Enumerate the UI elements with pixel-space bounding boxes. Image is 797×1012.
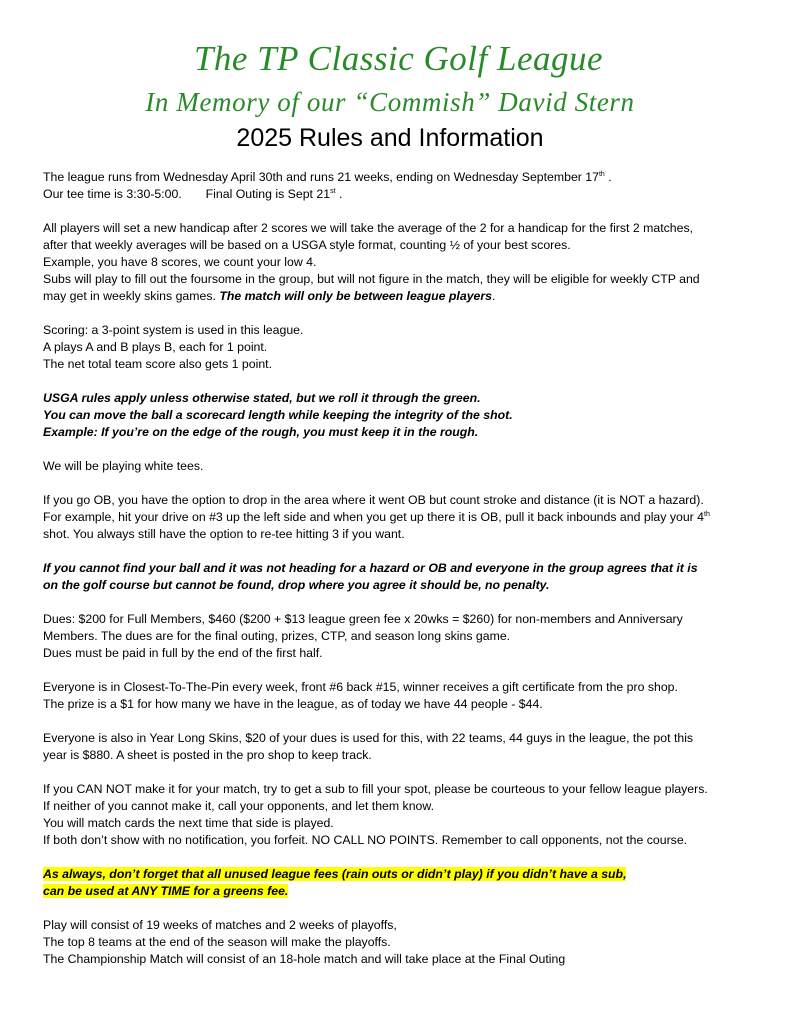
lost-ball-line-2: on the golf course but cannot be found, drop where you agree it should be, no penalty. xyxy=(43,578,550,592)
fees-note-line-1 xyxy=(43,866,743,883)
ctp-line-2: The prize is a $1 for how many we have in the league, as of today we have 44 people - $44. xyxy=(43,697,543,711)
handicap-line-3: Example, you have 8 scores, we count your low 4. xyxy=(43,255,317,269)
ctp-line-1: Everyone is in Closest-To-The-Pin every week, front #6 back #15, winner receives a gift certificate from the pro shop. xyxy=(43,680,678,694)
handicap-line-2: after that weekly averages will be based on a USGA style format, counting ½ of your best scores. xyxy=(43,238,571,252)
intro-sup-1: th xyxy=(598,170,605,178)
memorial-subtitle: In Memory of our “Commish” David Stern xyxy=(145,87,635,117)
handicap-text-5: may get in weekly skins games. xyxy=(43,289,220,303)
scoring-line-1: Scoring: a 3-point system is used in this league. xyxy=(43,323,304,337)
intro-line-2 xyxy=(43,186,743,203)
fees-note-highlight-2: can be used at ANY TIME for a greens fee. xyxy=(43,884,289,898)
handicap-line-4: Subs will play to fill out the foursome in the group, but will not figure in the match, they will be eligible for weekly CTP and xyxy=(43,272,700,286)
intro-text-2: Our tee time is 3:30-5:00. Final Outing is Sept 21 xyxy=(43,187,331,201)
ob-text-2: For example, hit your drive on #3 up the left side and when you get up there it is OB, pull it back inbounds and play your 4 xyxy=(43,510,705,524)
absence-line-3: You will match cards the next time that side is played. xyxy=(43,816,334,830)
skins-line-1: Everyone is also in Year Long Skins, $20 of your dues is used for this, with 22 teams, 44 guys in the league, the pot this xyxy=(43,731,694,745)
dues-line-3: Dues must be paid in full by the end of the first half. xyxy=(43,646,323,660)
playoffs-line-2: The top 8 teams at the end of the season will make the playoffs. xyxy=(43,935,391,949)
usga-line-3: Example: If you’re on the edge of the rough, you must keep it in the rough. xyxy=(43,425,479,439)
handicap-line-5 xyxy=(43,288,743,305)
dues-line-2: Members. The dues are for the final outing, prizes, CTP, and season long skins game. xyxy=(43,629,511,643)
scoring-line-3: The net total team score also gets 1 point. xyxy=(43,357,272,371)
handicap-line-1: All players will set a new handicap after 2 scores we will take the average of the 2 for a handicap for the first 2 matches, xyxy=(43,221,694,235)
skins-line-2: year is $880. A sheet is posted in the pro shop to keep track. xyxy=(43,748,372,762)
usga-line-1: USGA rules apply unless otherwise stated, but we roll it through the green. xyxy=(43,391,481,405)
intro-text-1: The league runs from Wednesday April 30th and runs 21 weeks, ending on Wednesday September 17 xyxy=(43,170,599,184)
fees-note-line-2 xyxy=(43,883,743,900)
intro-line-1 xyxy=(43,169,743,186)
match-rule-emphasis: The match will only be between league players xyxy=(219,289,492,303)
tees-line: We will be playing white tees. xyxy=(43,459,204,473)
playoffs-line-1: Play will consist of 19 weeks of matches and 2 weeks of playoffs, xyxy=(43,918,397,932)
intro-sup-2: st xyxy=(330,187,336,195)
handicap-end-5: . xyxy=(492,289,496,303)
ob-line-2 xyxy=(43,509,743,526)
absence-line-4: If both don’t show with no notification, you forfeit. NO CALL NO POINTS. Remember to call opponents, not the course. xyxy=(43,833,688,847)
absence-line-2: If neither of you cannot make it, call your opponents, and let them know. xyxy=(43,799,434,813)
page-heading: 2025 Rules and Information xyxy=(236,124,544,152)
lost-ball-line-1: If you cannot find your ball and it was not heading for a hazard or OB and everyone in the group agrees that it is xyxy=(43,561,698,575)
dues-line-1: Dues: $200 for Full Members, $460 ($200 + $13 league green fee x 20wks = $260) for non-members and Anniversary xyxy=(43,612,683,626)
ob-line-1: If you go OB, you have the option to drop in the area where it went OB but count stroke and distance (it is NOT a hazard). xyxy=(43,493,704,507)
scoring-line-2: A plays A and B plays B, each for 1 point. xyxy=(43,340,268,354)
usga-line-2: You can move the ball a scorecard length while keeping the integrity of the shot. xyxy=(43,408,513,422)
fees-note-highlight-1: As always, don’t forget that all unused league fees (rain outs or didn’t play) if you didn’t have a sub, xyxy=(43,867,627,881)
playoffs-line-3: The Championship Match will consist of an 18-hole match and will take place at the Final Outing xyxy=(43,952,566,966)
intro-end-1: . xyxy=(604,170,612,184)
ob-line-3: shot. You always still have the option to re-tee hitting 3 if you want. xyxy=(43,527,405,541)
ob-sup-2: th xyxy=(704,510,710,518)
absence-line-1: If you CAN NOT make it for your match, try to get a sub to fill your spot, please be courteous to your fellow league players. xyxy=(43,782,708,796)
intro-end-2: . xyxy=(335,187,343,201)
league-title: The TP Classic Golf League xyxy=(193,39,604,78)
